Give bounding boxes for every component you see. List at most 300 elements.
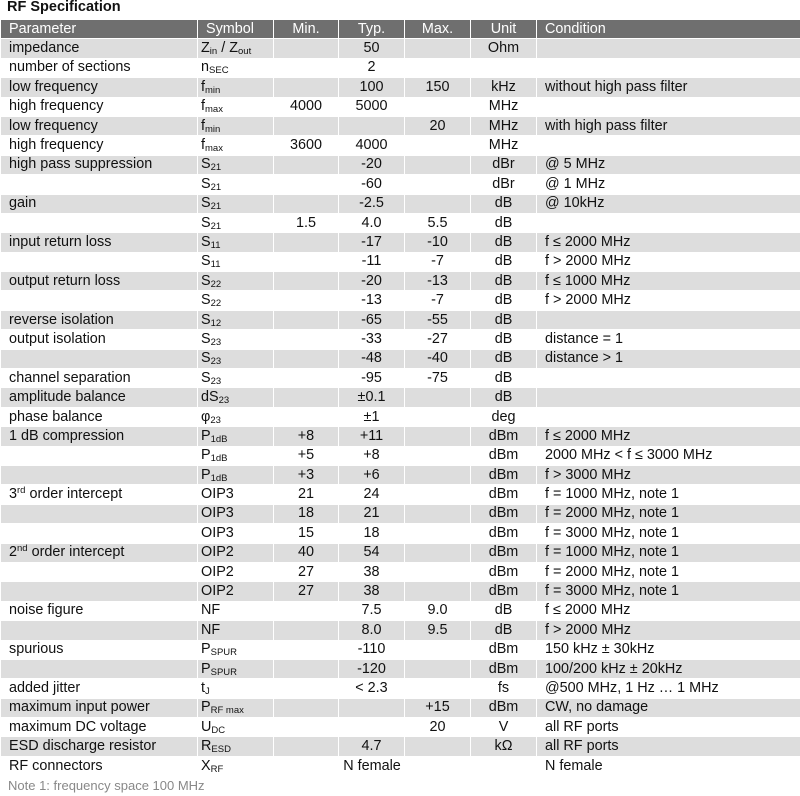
symbol-text: dS [201, 389, 219, 406]
condition-cell: @ 5 MHz [537, 155, 800, 174]
symbol-subscript: RF max [210, 705, 244, 717]
min-cell [274, 78, 339, 97]
unit-cell: dB [471, 369, 537, 388]
max-cell: -10 [405, 233, 471, 252]
parameter-text: RF connectors [9, 757, 103, 774]
max-cell [405, 194, 471, 213]
condition-cell: f ≤ 2000 MHz [537, 427, 800, 446]
symbol-cell [198, 213, 274, 232]
symbol-text: S [201, 195, 211, 212]
symbol-text: φ [201, 408, 211, 425]
max-cell: -75 [405, 369, 471, 388]
symbol-cell [198, 252, 274, 271]
parameter-cell [1, 756, 198, 775]
min-cell: 18 [274, 504, 339, 523]
typ-cell [339, 718, 405, 737]
unit-cell: dB [471, 621, 537, 640]
condition-cell: all RF ports [537, 718, 800, 737]
max-cell: 150 [405, 78, 471, 97]
condition-cell: f ≤ 2000 MHz [537, 233, 800, 252]
table-row [1, 58, 800, 77]
table-row [1, 272, 800, 291]
symbol-cell [198, 601, 274, 620]
max-cell: 20 [405, 718, 471, 737]
max-cell [405, 446, 471, 465]
unit-cell: kΩ [471, 737, 537, 756]
symbol-subscript: 23 [210, 356, 222, 368]
max-cell [405, 582, 471, 601]
header-condition: Condition [537, 20, 800, 39]
table-row [1, 601, 800, 620]
min-cell: +3 [274, 465, 339, 484]
unit-cell: dB [471, 601, 537, 620]
parameter-text: output isolation [9, 330, 106, 347]
parameter-text: number of sections [9, 59, 131, 76]
parameter-cell [1, 718, 198, 737]
parameter-cell [1, 155, 198, 174]
min-cell [274, 58, 339, 77]
symbol-text: OIP2 [201, 563, 234, 580]
parameter-text: high pass suppression [9, 156, 153, 173]
symbol-subscript: 1dB [210, 453, 228, 465]
min-cell [274, 330, 339, 349]
table-row [1, 233, 800, 252]
symbol-subscript: max [205, 143, 223, 155]
condition-cell: 2000 MHz < f ≤ 3000 MHz [537, 446, 800, 465]
max-cell: 5.5 [405, 213, 471, 232]
symbol-text: OIP2 [201, 583, 234, 600]
unit-cell: Ohm [471, 39, 537, 58]
symbol-text: S [201, 233, 211, 250]
min-cell [274, 718, 339, 737]
table-row [1, 718, 800, 737]
typ-cell: 7.5 [339, 601, 405, 620]
table-row [1, 756, 800, 775]
unit-cell: kHz [471, 78, 537, 97]
table-row [1, 349, 800, 368]
condition-cell: @ 10kHz [537, 194, 800, 213]
parameter-text: noise figure [9, 602, 84, 619]
symbol-text: f [201, 78, 205, 95]
symbol-subscript: 1dB [210, 433, 228, 445]
min-cell [274, 349, 339, 368]
parameter-text: reverse isolation [9, 311, 114, 328]
condition-cell: f > 2000 MHz [537, 291, 800, 310]
min-cell [274, 698, 339, 717]
symbol-text: NF [201, 621, 221, 638]
unit-cell: dBm [471, 640, 537, 659]
symbol-text: S [201, 350, 211, 367]
unit-cell: dBm [471, 582, 537, 601]
parameter-cell [1, 504, 198, 523]
symbol-text: S [201, 156, 211, 173]
condition-cell: f = 2000 MHz, note 1 [537, 562, 800, 581]
parameter-cell [1, 175, 198, 194]
unit-cell: dB [471, 310, 537, 329]
max-cell [405, 524, 471, 543]
unit-cell: V [471, 718, 537, 737]
parameter-cell [1, 58, 198, 77]
table-row [1, 504, 800, 523]
symbol-subscript: 21 [210, 201, 222, 213]
symbol-cell [198, 485, 274, 504]
symbol-subscript: max [205, 104, 223, 116]
symbol-text: OIP3 [201, 505, 234, 522]
table-row [1, 407, 800, 426]
parameter-text-suffix: order intercept [25, 486, 123, 503]
symbol-cell [198, 504, 274, 523]
rf-spec-table [0, 19, 800, 776]
header-typ: Typ. [339, 20, 405, 39]
parameter-text: maximum DC voltage [9, 718, 147, 735]
symbol-cell [198, 737, 274, 756]
table-row [1, 136, 800, 155]
unit-cell: dB [471, 388, 537, 407]
unit-cell: dB [471, 252, 537, 271]
unit-cell: dB [471, 291, 537, 310]
symbol-subscript: SPUR [210, 647, 238, 659]
symbol-subscript: 21 [210, 181, 222, 193]
condition-cell [537, 407, 800, 426]
parameter-text: phase balance [9, 408, 103, 425]
max-cell: -55 [405, 310, 471, 329]
symbol-cell [198, 58, 274, 77]
parameter-cell [1, 369, 198, 388]
min-cell [274, 252, 339, 271]
min-cell: 27 [274, 562, 339, 581]
typ-cell [339, 116, 405, 135]
parameter-cell [1, 524, 198, 543]
max-cell [405, 97, 471, 116]
parameter-cell [1, 116, 198, 135]
typ-cell [339, 698, 405, 717]
table-row [1, 524, 800, 543]
table-row [1, 175, 800, 194]
symbol-subscript: in [209, 46, 218, 58]
symbol-text: P [201, 660, 211, 677]
min-cell: 3600 [274, 136, 339, 155]
condition-cell [537, 58, 800, 77]
max-cell: -40 [405, 349, 471, 368]
unit-cell: dBm [471, 562, 537, 581]
table-row [1, 78, 800, 97]
condition-cell: f = 1000 MHz, note 1 [537, 485, 800, 504]
min-cell [274, 679, 339, 698]
typ-cell: 5000 [339, 97, 405, 116]
parameter-text: 3 [9, 486, 18, 503]
parameter-text: low frequency [9, 117, 98, 134]
parameter-text: gain [9, 195, 37, 212]
table-row [1, 485, 800, 504]
max-cell [405, 39, 471, 58]
typ-cell: -65 [339, 310, 405, 329]
typ-cell: 4000 [339, 136, 405, 155]
max-cell: 9.0 [405, 601, 471, 620]
typ-cell: -33 [339, 330, 405, 349]
typ-cell: 4.0 [339, 213, 405, 232]
table-row [1, 698, 800, 717]
min-cell [274, 601, 339, 620]
typ-cell: 8.0 [339, 621, 405, 640]
max-cell [405, 504, 471, 523]
table-header-row [1, 20, 800, 39]
parameter-text: channel separation [9, 369, 131, 386]
min-cell: 27 [274, 582, 339, 601]
symbol-text: NF [201, 602, 221, 619]
min-cell [274, 116, 339, 135]
symbol-text: S [201, 214, 211, 231]
symbol-subscript: 21 [210, 220, 222, 232]
condition-cell [537, 369, 800, 388]
condition-cell: f > 2000 MHz [537, 621, 800, 640]
typ-cell: 38 [339, 582, 405, 601]
max-cell: -13 [405, 272, 471, 291]
condition-cell: with high pass filter [537, 116, 800, 135]
symbol-cell [198, 446, 274, 465]
max-cell [405, 407, 471, 426]
table-row [1, 97, 800, 116]
symbol-cell [198, 582, 274, 601]
min-cell [274, 233, 339, 252]
max-cell [405, 543, 471, 562]
min-cell [274, 175, 339, 194]
parameter-cell [1, 698, 198, 717]
parameter-cell [1, 272, 198, 291]
condition-cell: 150 kHz ± 30kHz [537, 640, 800, 659]
min-cell: 15 [274, 524, 339, 543]
parameter-text: maximum input power [9, 699, 150, 716]
max-cell [405, 136, 471, 155]
symbol-subscript: 11 [210, 259, 221, 271]
min-cell: 40 [274, 543, 339, 562]
table-row [1, 737, 800, 756]
parameter-cell [1, 330, 198, 349]
unit-cell: dBm [471, 698, 537, 717]
max-cell [405, 427, 471, 446]
typ-cell: -20 [339, 272, 405, 291]
condition-cell: @ 1 MHz [537, 175, 800, 194]
typ-cell: +11 [339, 427, 405, 446]
table-row [1, 291, 800, 310]
symbol-text: f [201, 117, 205, 134]
symbol-cell [198, 427, 274, 446]
symbol-subscript-2: out [238, 46, 252, 58]
min-cell [274, 39, 339, 58]
unit-cell: dBr [471, 155, 537, 174]
condition-cell: distance = 1 [537, 330, 800, 349]
symbol-text: P [201, 466, 211, 483]
table-row [1, 640, 800, 659]
symbol-subscript: 22 [210, 298, 222, 310]
symbol-subscript: SPUR [210, 666, 238, 678]
table-row [1, 330, 800, 349]
condition-cell: distance > 1 [537, 349, 800, 368]
typ-cell: ±1 [339, 407, 405, 426]
symbol-text: t [201, 679, 205, 696]
condition-cell: N female [537, 756, 800, 775]
typ-cell: -60 [339, 175, 405, 194]
symbol-cell [198, 679, 274, 698]
typ-cell: 21 [339, 504, 405, 523]
typ-cell: -48 [339, 349, 405, 368]
symbol-cell [198, 272, 274, 291]
unit-cell: dBm [471, 659, 537, 678]
parameter-cell [1, 582, 198, 601]
condition-cell: f > 3000 MHz [537, 465, 800, 484]
condition-cell: 100/200 kHz ± 20kHz [537, 659, 800, 678]
table-row [1, 213, 800, 232]
typ-cell: < 2.3 [339, 679, 405, 698]
typ-cell: -110 [339, 640, 405, 659]
symbol-text: S [201, 292, 211, 309]
parameter-cell [1, 252, 198, 271]
footnote: Note 1: frequency space 100 MHz [8, 778, 205, 794]
table-row [1, 155, 800, 174]
symbol-text: OIP3 [201, 524, 234, 541]
parameter-text: spurious [9, 641, 64, 658]
parameter-cell [1, 310, 198, 329]
symbol-cell [198, 621, 274, 640]
symbol-text: X [201, 757, 211, 774]
symbol-subscript: RF [210, 763, 224, 775]
parameter-superscript: rd [17, 485, 26, 497]
unit-cell: MHz [471, 136, 537, 155]
condition-cell [537, 97, 800, 116]
parameter-text-suffix: order intercept [27, 544, 125, 561]
min-cell: +8 [274, 427, 339, 446]
max-cell [405, 659, 471, 678]
symbol-cell [198, 524, 274, 543]
min-cell [274, 310, 339, 329]
condition-cell: @500 MHz, 1 Hz … 1 MHz [537, 679, 800, 698]
table-row [1, 388, 800, 407]
max-cell: -27 [405, 330, 471, 349]
min-cell [274, 659, 339, 678]
max-cell: -7 [405, 252, 471, 271]
symbol-cell [198, 349, 274, 368]
unit-cell: fs [471, 679, 537, 698]
table-row [1, 39, 800, 58]
condition-cell: CW, no damage [537, 698, 800, 717]
parameter-cell [1, 737, 198, 756]
symbol-text: S [201, 272, 211, 289]
parameter-cell [1, 39, 198, 58]
symbol-cell [198, 330, 274, 349]
parameter-text: low frequency [9, 78, 98, 95]
symbol-text: S [201, 311, 211, 328]
max-cell [405, 58, 471, 77]
table-row [1, 562, 800, 581]
min-cell [274, 291, 339, 310]
symbol-subscript: 22 [210, 278, 222, 290]
table-row [1, 116, 800, 135]
table-row [1, 427, 800, 446]
parameter-cell [1, 465, 198, 484]
parameter-cell [1, 640, 198, 659]
max-cell [405, 175, 471, 194]
table-row [1, 194, 800, 213]
condition-cell [537, 39, 800, 58]
min-cell [274, 407, 339, 426]
symbol-subscript: 12 [210, 317, 222, 329]
table-row [1, 369, 800, 388]
min-cell: +5 [274, 446, 339, 465]
parameter-cell [1, 194, 198, 213]
unit-cell: dBm [471, 465, 537, 484]
min-cell [274, 621, 339, 640]
symbol-cell [198, 756, 274, 775]
parameter-cell [1, 427, 198, 446]
unit-cell: dBr [471, 175, 537, 194]
max-cell: -7 [405, 291, 471, 310]
unit-cell: dBm [471, 427, 537, 446]
symbol-text: P [201, 699, 211, 716]
min-cell: 21 [274, 485, 339, 504]
table-row [1, 582, 800, 601]
min-cell: 4000 [274, 97, 339, 116]
parameter-superscript: nd [17, 543, 28, 555]
symbol-cell [198, 543, 274, 562]
unit-cell: dB [471, 349, 537, 368]
parameter-cell [1, 97, 198, 116]
unit-cell: dBm [471, 543, 537, 562]
symbol-subscript: SEC [209, 65, 229, 77]
symbol-cell [198, 291, 274, 310]
min-cell [274, 155, 339, 174]
symbol-cell [198, 97, 274, 116]
parameter-cell [1, 543, 198, 562]
typ-cell: -13 [339, 291, 405, 310]
symbol-text: S [201, 175, 211, 192]
min-cell [274, 388, 339, 407]
symbol-text: OIP3 [201, 486, 234, 503]
typ-cell: 4.7 [339, 737, 405, 756]
table-row [1, 446, 800, 465]
symbol-cell [198, 388, 274, 407]
condition-cell: f ≤ 2000 MHz [537, 601, 800, 620]
condition-cell: f = 3000 MHz, note 1 [537, 524, 800, 543]
parameter-cell [1, 659, 198, 678]
max-cell [405, 155, 471, 174]
parameter-cell [1, 485, 198, 504]
max-cell [405, 388, 471, 407]
typ-cell: -20 [339, 155, 405, 174]
symbol-text: S [201, 253, 211, 270]
table-row [1, 543, 800, 562]
condition-cell [537, 136, 800, 155]
max-cell [405, 679, 471, 698]
parameter-cell [1, 233, 198, 252]
condition-cell: f = 1000 MHz, note 1 [537, 543, 800, 562]
symbol-cell [198, 465, 274, 484]
max-cell: +15 [405, 698, 471, 717]
symbol-cell [198, 116, 274, 135]
symbol-text: S [201, 330, 211, 347]
parameter-text: 1 dB compression [9, 427, 125, 444]
min-cell [274, 737, 339, 756]
symbol-subscript: DC [211, 724, 226, 736]
symbol-cell [198, 39, 274, 58]
typ-cell: -95 [339, 369, 405, 388]
condition-cell [537, 388, 800, 407]
max-cell: 20 [405, 116, 471, 135]
symbol-cell [198, 310, 274, 329]
condition-cell: f = 3000 MHz, note 1 [537, 582, 800, 601]
unit-cell: MHz [471, 116, 537, 135]
min-cell: 1.5 [274, 213, 339, 232]
symbol-subscript: 23 [218, 395, 230, 407]
section-title: RF Specification [7, 0, 121, 15]
